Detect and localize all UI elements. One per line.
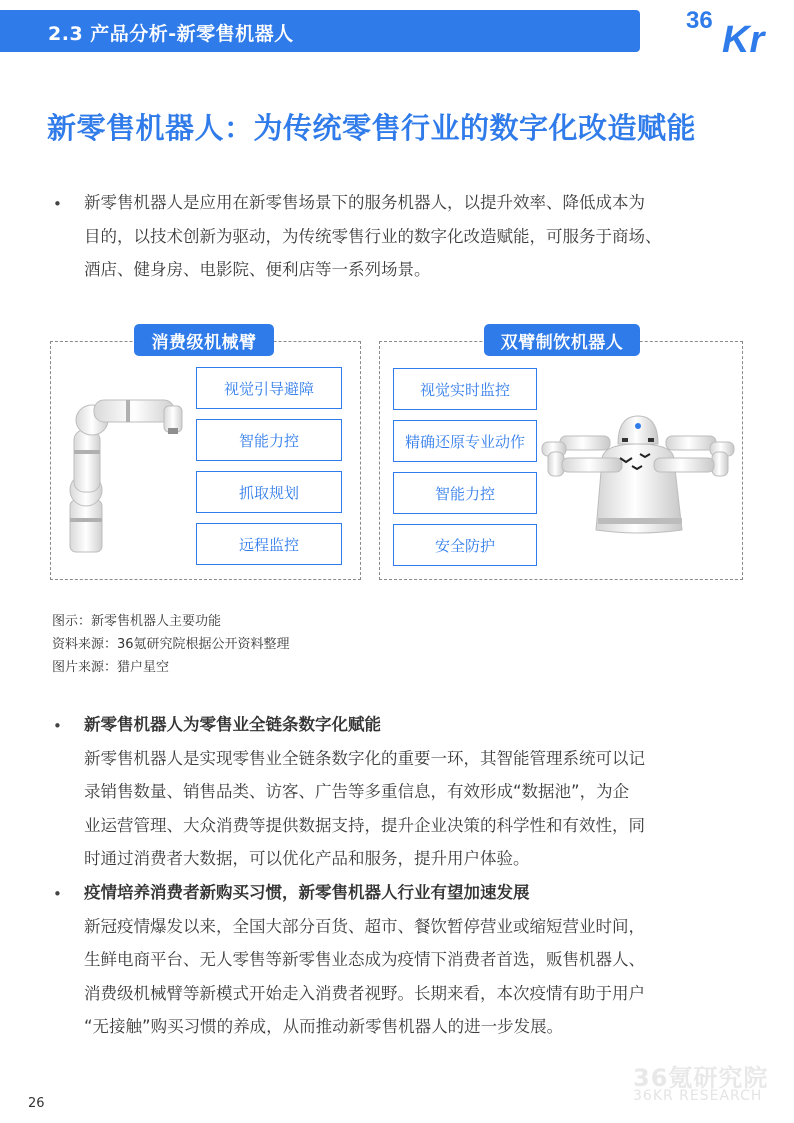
consumer-arm-label: 消费级机械臂	[134, 324, 274, 356]
text-line: 消费级机械臂等新模式开始走入消费者视野。长期来看，本次疫情有助于用户	[84, 983, 645, 1003]
svg-text:36: 36	[686, 7, 713, 34]
data-source: 资料来源：36氪研究院根据公开资料整理	[52, 637, 290, 652]
dual-arm-robot-label: 双臂制饮机器人	[484, 324, 640, 356]
page-title: 新零售机器人：为传统零售行业的数字化改造赋能	[47, 111, 697, 145]
feature-visual-obstacle-avoidance: 视觉引导避障	[196, 367, 342, 409]
robotic-arm-image	[64, 390, 189, 555]
text-line: 时通过消费者大数据，可以优化产品和服务，提升用户体验。	[84, 849, 530, 868]
feature-precise-motion: 精确还原专业动作	[393, 420, 537, 462]
text-line: “无接触”购买习惯的养成，从而推动新零售机器人的进一步发展。	[84, 1017, 564, 1036]
bullet-marker: •	[53, 195, 62, 213]
section1-heading: 新零售机器人为零售业全链条数字化赋能	[84, 715, 381, 734]
text-line: 酒店、健身房、电影院、便利店等一系列场景。	[84, 260, 431, 279]
bullet-marker: •	[53, 885, 62, 903]
36kr-logo	[684, 0, 794, 56]
feature-remote-monitoring: 远程监控	[196, 523, 342, 565]
feature-grasp-planning: 抓取规划	[196, 471, 342, 513]
section2-heading: 疫情培养消费者新购买习惯，新零售机器人行业有望加速发展	[84, 883, 530, 902]
section2-paragraph	[84, 876, 744, 1044]
bullet-marker: •	[53, 717, 62, 735]
text-line: 新冠疫情爆发以来，全国大部分百货、超市、餐饮暂停营业或缩短营业时间，	[84, 916, 645, 936]
figure-caption: 图示：新零售机器人主要功能	[52, 614, 222, 629]
feature-safety-protection: 安全防护	[393, 524, 537, 566]
feature-force-control: 智能力控	[196, 419, 342, 461]
section-title: 2.3 产品分析-新零售机器人	[48, 23, 294, 45]
text-line: 生鲜电商平台、无人零售等新零售业态成为疫情下消费者首选，贩售机器人、	[84, 950, 645, 969]
text-line: 新零售机器人是实现零售业全链条数字化的重要一环，其智能管理系统可以记	[84, 748, 645, 768]
watermark-en: 36KR RESEARCH	[633, 1088, 763, 1104]
page-number: 26	[28, 1096, 45, 1111]
section1-paragraph	[84, 708, 744, 876]
text-line: 目的，以技术创新为驱动，为传统零售行业的数字化改造赋能，可服务于商场、	[84, 226, 662, 246]
intro-paragraph	[84, 186, 744, 287]
image-source: 图片来源：猎户星空	[52, 660, 170, 675]
watermark-cn: 36氪研究院	[633, 1064, 769, 1092]
text-line: 录销售数量、销售品类、访客、广告等多重信息，有效形成“数据池”，为企	[84, 782, 630, 801]
feature-realtime-visual-monitoring: 视觉实时监控	[393, 368, 537, 410]
dual-arm-robot-image	[540, 408, 736, 536]
svg-text:Kr: Kr	[722, 19, 765, 56]
feature-force-control-2: 智能力控	[393, 472, 537, 514]
text-line: 新零售机器人是应用在新零售场景下的服务机器人，以提升效率、降低成本为	[84, 193, 645, 212]
text-line: 业运营管理、大众消费等提供数据支持，提升企业决策的科学性和有效性，同	[84, 815, 645, 835]
